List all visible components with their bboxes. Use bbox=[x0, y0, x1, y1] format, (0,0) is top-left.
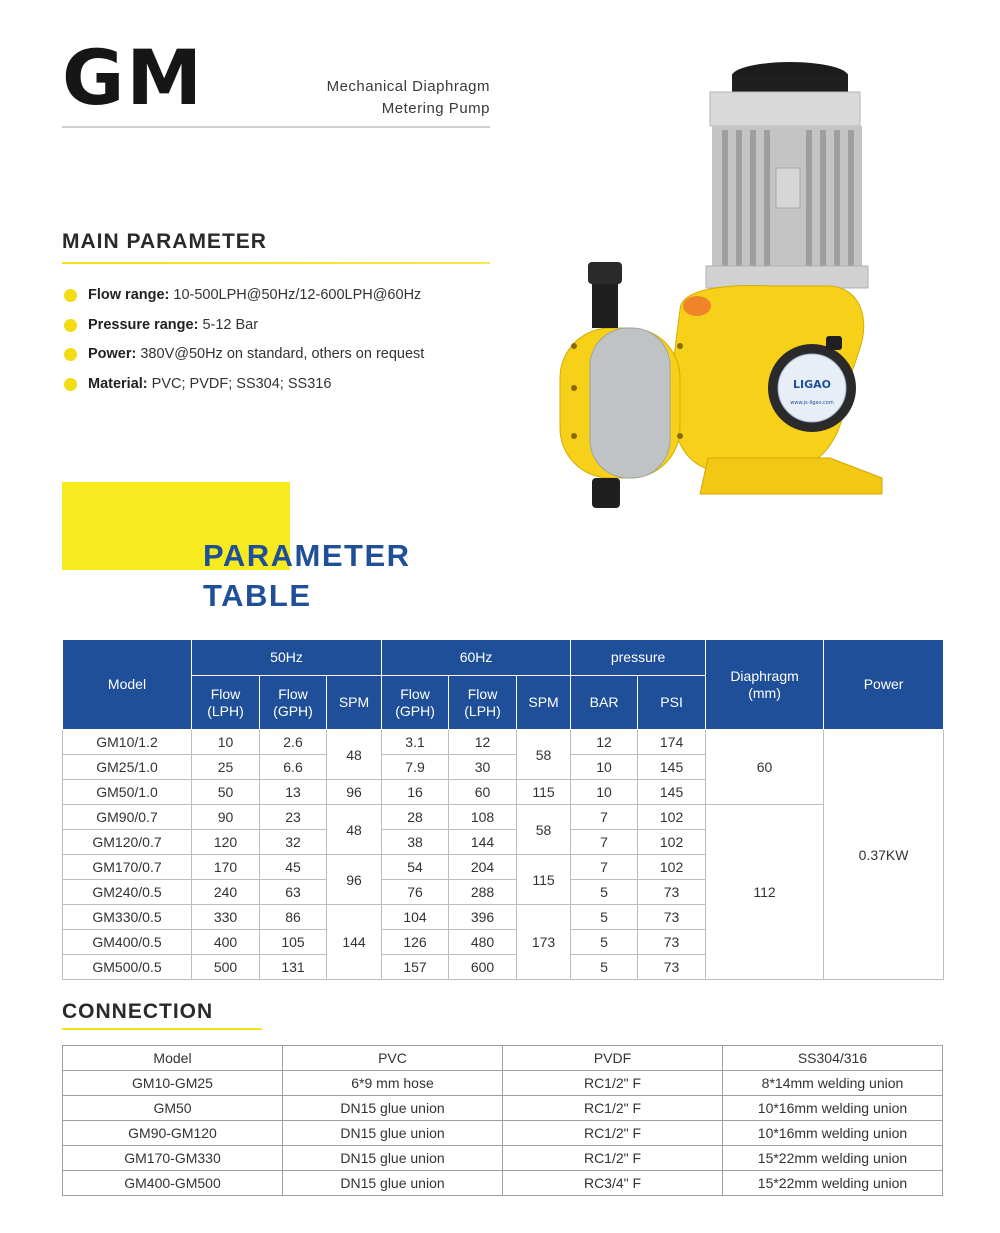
bullet-dot-icon bbox=[64, 348, 77, 361]
cell-model: GM170/0.7 bbox=[63, 855, 192, 880]
cell-bar: 5 bbox=[571, 930, 638, 955]
bullet-dot-icon bbox=[64, 319, 77, 332]
cell-spm60: 115 bbox=[517, 780, 571, 805]
title-line-1: PARAMETER bbox=[203, 538, 411, 573]
header-spm-60: SPM bbox=[517, 676, 571, 730]
cell-spm50: 48 bbox=[327, 730, 382, 780]
cell-gph60: 7.9 bbox=[382, 755, 449, 780]
cell-spm50: 48 bbox=[327, 805, 382, 855]
subtitle-line-1: Mechanical Diaphragm bbox=[326, 78, 490, 95]
conn-cell-model: GM400-GM500 bbox=[63, 1171, 283, 1196]
cell-model: GM330/0.5 bbox=[63, 905, 192, 930]
conn-cell-model: GM90-GM120 bbox=[63, 1121, 283, 1146]
cell-gph60: 28 bbox=[382, 805, 449, 830]
cell-lph50: 25 bbox=[192, 755, 260, 780]
cell-model: GM25/1.0 bbox=[63, 755, 192, 780]
cell-spm60: 173 bbox=[517, 905, 571, 980]
conn-cell-pvc: DN15 glue union bbox=[283, 1096, 503, 1121]
conn-cell-model: GM10-GM25 bbox=[63, 1071, 283, 1096]
conn-cell-pvdf: RC1/2" F bbox=[503, 1121, 723, 1146]
cell-gph50: 63 bbox=[260, 880, 327, 905]
bullet-dot-icon bbox=[64, 289, 77, 302]
cell-gph60: 16 bbox=[382, 780, 449, 805]
cell-gph50: 13 bbox=[260, 780, 327, 805]
conn-cell-pvdf: RC3/4" F bbox=[503, 1171, 723, 1196]
connection-table bbox=[62, 1045, 943, 1196]
cell-gph60: 126 bbox=[382, 930, 449, 955]
conn-cell-ss: 10*16mm welding union bbox=[723, 1121, 943, 1146]
cell-psi: 73 bbox=[638, 880, 706, 905]
pump-product-image bbox=[530, 48, 950, 518]
cell-lph50: 400 bbox=[192, 930, 260, 955]
conn-cell-pvc: DN15 glue union bbox=[283, 1121, 503, 1146]
cell-spm50: 144 bbox=[327, 905, 382, 980]
header-line: Flow bbox=[210, 685, 241, 702]
header-flow-lph-50 bbox=[192, 676, 260, 730]
conn-cell-pvdf: RC1/2" F bbox=[503, 1096, 723, 1121]
cell-spm50: 96 bbox=[327, 855, 382, 905]
cell-power: 0.37KW bbox=[824, 730, 944, 980]
header-diaphragm bbox=[706, 640, 824, 730]
cell-lph50: 500 bbox=[192, 955, 260, 980]
header-flow-gph-60 bbox=[382, 676, 449, 730]
cell-diaphragm: 60 bbox=[706, 730, 824, 805]
header-divider bbox=[62, 126, 490, 128]
cell-lph60: 30 bbox=[449, 755, 517, 780]
header-50hz: 50Hz bbox=[192, 640, 382, 676]
cell-psi: 145 bbox=[638, 755, 706, 780]
main-parameter-underline bbox=[62, 262, 490, 264]
table-header-row bbox=[63, 1046, 943, 1071]
cell-bar: 5 bbox=[571, 955, 638, 980]
table-row bbox=[63, 805, 944, 830]
param-value: 5-12 Bar bbox=[198, 316, 259, 333]
cell-model: GM90/0.7 bbox=[63, 805, 192, 830]
conn-cell-pvdf: RC1/2" F bbox=[503, 1146, 723, 1171]
conn-cell-pvdf: RC1/2" F bbox=[503, 1071, 723, 1096]
cell-lph60: 12 bbox=[449, 730, 517, 755]
table-row bbox=[63, 1146, 943, 1171]
bullet-dot-icon bbox=[64, 378, 77, 391]
table-row bbox=[63, 730, 944, 755]
main-parameter-heading: MAIN PARAMETER bbox=[62, 230, 267, 253]
cell-bar: 7 bbox=[571, 805, 638, 830]
pump-label-brand: LIGAO bbox=[793, 378, 831, 391]
conn-cell-ss: 15*22mm welding union bbox=[723, 1146, 943, 1171]
cell-spm60: 58 bbox=[517, 730, 571, 780]
cell-gph50: 32 bbox=[260, 830, 327, 855]
cell-model: GM500/0.5 bbox=[63, 955, 192, 980]
header-line: Flow bbox=[467, 685, 498, 702]
cell-lph60: 600 bbox=[449, 955, 517, 980]
param-item-power bbox=[62, 343, 502, 373]
parameter-table bbox=[62, 639, 944, 980]
cell-lph50: 240 bbox=[192, 880, 260, 905]
cell-gph60: 3.1 bbox=[382, 730, 449, 755]
cell-bar: 7 bbox=[571, 855, 638, 880]
cell-gph50: 131 bbox=[260, 955, 327, 980]
cell-bar: 10 bbox=[571, 755, 638, 780]
connection-underline bbox=[62, 1028, 262, 1030]
header-psi: PSI bbox=[638, 676, 706, 730]
cell-gph50: 105 bbox=[260, 930, 327, 955]
cell-psi: 102 bbox=[638, 805, 706, 830]
header-60hz: 60Hz bbox=[382, 640, 571, 676]
cell-model: GM120/0.7 bbox=[63, 830, 192, 855]
cell-gph60: 76 bbox=[382, 880, 449, 905]
cell-bar: 5 bbox=[571, 880, 638, 905]
conn-cell-ss: 8*14mm welding union bbox=[723, 1071, 943, 1096]
cell-lph60: 396 bbox=[449, 905, 517, 930]
product-subtitle bbox=[280, 76, 490, 120]
cell-bar: 12 bbox=[571, 730, 638, 755]
diaphragm-line-1: Diaphragm bbox=[730, 667, 799, 684]
parameter-table-title bbox=[203, 536, 411, 616]
cell-model: GM240/0.5 bbox=[63, 880, 192, 905]
title-line-2: TABLE bbox=[203, 578, 312, 613]
conn-cell-model: GM50 bbox=[63, 1096, 283, 1121]
cell-lph50: 50 bbox=[192, 780, 260, 805]
param-label: Pressure range: bbox=[88, 316, 199, 333]
cell-bar: 5 bbox=[571, 905, 638, 930]
cell-lph60: 108 bbox=[449, 805, 517, 830]
header-line: (LPH) bbox=[464, 702, 501, 719]
param-value: 380V@50Hz on standard, others on request bbox=[136, 346, 425, 362]
cell-model: GM400/0.5 bbox=[63, 930, 192, 955]
param-value: 10-500LPH@50Hz/12-600LPH@60Hz bbox=[169, 287, 422, 303]
table-row bbox=[63, 1171, 943, 1196]
cell-spm60: 115 bbox=[517, 855, 571, 905]
conn-cell-ss: 15*22mm welding union bbox=[723, 1171, 943, 1196]
cell-gph60: 54 bbox=[382, 855, 449, 880]
cell-lph60: 204 bbox=[449, 855, 517, 880]
table-row bbox=[63, 1071, 943, 1096]
header-line: Flow bbox=[278, 685, 308, 702]
cell-psi: 174 bbox=[638, 730, 706, 755]
cell-diaphragm: 112 bbox=[706, 805, 824, 980]
header-spm-50: SPM bbox=[327, 676, 382, 730]
header-line: (LPH) bbox=[207, 702, 244, 719]
conn-cell-pvc: 6*9 mm hose bbox=[283, 1071, 503, 1096]
cell-model: GM50/1.0 bbox=[63, 780, 192, 805]
header-bar: BAR bbox=[571, 676, 638, 730]
connection-heading: CONNECTION bbox=[62, 1000, 214, 1023]
cell-spm60: 58 bbox=[517, 805, 571, 855]
conn-header-ss: SS304/316 bbox=[723, 1046, 943, 1071]
cell-gph60: 38 bbox=[382, 830, 449, 855]
param-label: Material: bbox=[88, 375, 148, 392]
header-line: (GPH) bbox=[273, 702, 313, 719]
param-item-pressure bbox=[62, 314, 502, 344]
param-label: Flow range: bbox=[88, 287, 170, 303]
table-row bbox=[63, 1096, 943, 1121]
cell-model: GM10/1.2 bbox=[63, 730, 192, 755]
subtitle-line-2: Metering Pump bbox=[381, 100, 490, 117]
cell-gph50: 6.6 bbox=[260, 755, 327, 780]
cell-gph50: 45 bbox=[260, 855, 327, 880]
cell-lph50: 90 bbox=[192, 805, 260, 830]
cell-lph60: 144 bbox=[449, 830, 517, 855]
cell-psi: 73 bbox=[638, 930, 706, 955]
table-row bbox=[63, 1121, 943, 1146]
cell-psi: 102 bbox=[638, 830, 706, 855]
param-label: Power: bbox=[88, 346, 137, 362]
cell-lph50: 10 bbox=[192, 730, 260, 755]
cell-psi: 73 bbox=[638, 905, 706, 930]
param-item-flow bbox=[62, 284, 502, 314]
cell-lph50: 170 bbox=[192, 855, 260, 880]
cell-lph50: 330 bbox=[192, 905, 260, 930]
cell-gph60: 104 bbox=[382, 905, 449, 930]
conn-cell-model: GM170-GM330 bbox=[63, 1146, 283, 1171]
conn-cell-pvc: DN15 glue union bbox=[283, 1171, 503, 1196]
cell-gph50: 2.6 bbox=[260, 730, 327, 755]
cell-psi: 145 bbox=[638, 780, 706, 805]
param-value: PVC; PVDF; SS304; SS316 bbox=[147, 375, 332, 392]
cell-gph60: 157 bbox=[382, 955, 449, 980]
conn-cell-ss: 10*16mm welding union bbox=[723, 1096, 943, 1121]
conn-header-model: Model bbox=[63, 1046, 283, 1071]
header-model: Model bbox=[63, 640, 192, 730]
conn-cell-pvc: DN15 glue union bbox=[283, 1146, 503, 1171]
conn-header-pvc: PVC bbox=[283, 1046, 503, 1071]
cell-psi: 102 bbox=[638, 855, 706, 880]
header-flow-lph-60 bbox=[449, 676, 517, 730]
cell-spm50: 96 bbox=[327, 780, 382, 805]
cell-lph60: 288 bbox=[449, 880, 517, 905]
diaphragm-line-2: (mm) bbox=[748, 684, 781, 701]
header-line: Flow bbox=[400, 685, 430, 702]
cell-lph50: 120 bbox=[192, 830, 260, 855]
cell-lph60: 60 bbox=[449, 780, 517, 805]
cell-lph60: 480 bbox=[449, 930, 517, 955]
pump-label-url: www.js-ligao.com bbox=[790, 400, 834, 406]
cell-psi: 73 bbox=[638, 955, 706, 980]
cell-gph50: 23 bbox=[260, 805, 327, 830]
cell-bar: 7 bbox=[571, 830, 638, 855]
main-parameter-list bbox=[62, 284, 502, 402]
brand-title: GM bbox=[62, 33, 205, 122]
cell-bar: 10 bbox=[571, 780, 638, 805]
header-power: Power bbox=[824, 640, 944, 730]
param-item-material bbox=[62, 373, 502, 403]
conn-header-pvdf: PVDF bbox=[503, 1046, 723, 1071]
header-flow-gph-50 bbox=[260, 676, 327, 730]
header-line: (GPH) bbox=[395, 702, 435, 719]
header-pressure: pressure bbox=[571, 640, 706, 676]
cell-gph50: 86 bbox=[260, 905, 327, 930]
